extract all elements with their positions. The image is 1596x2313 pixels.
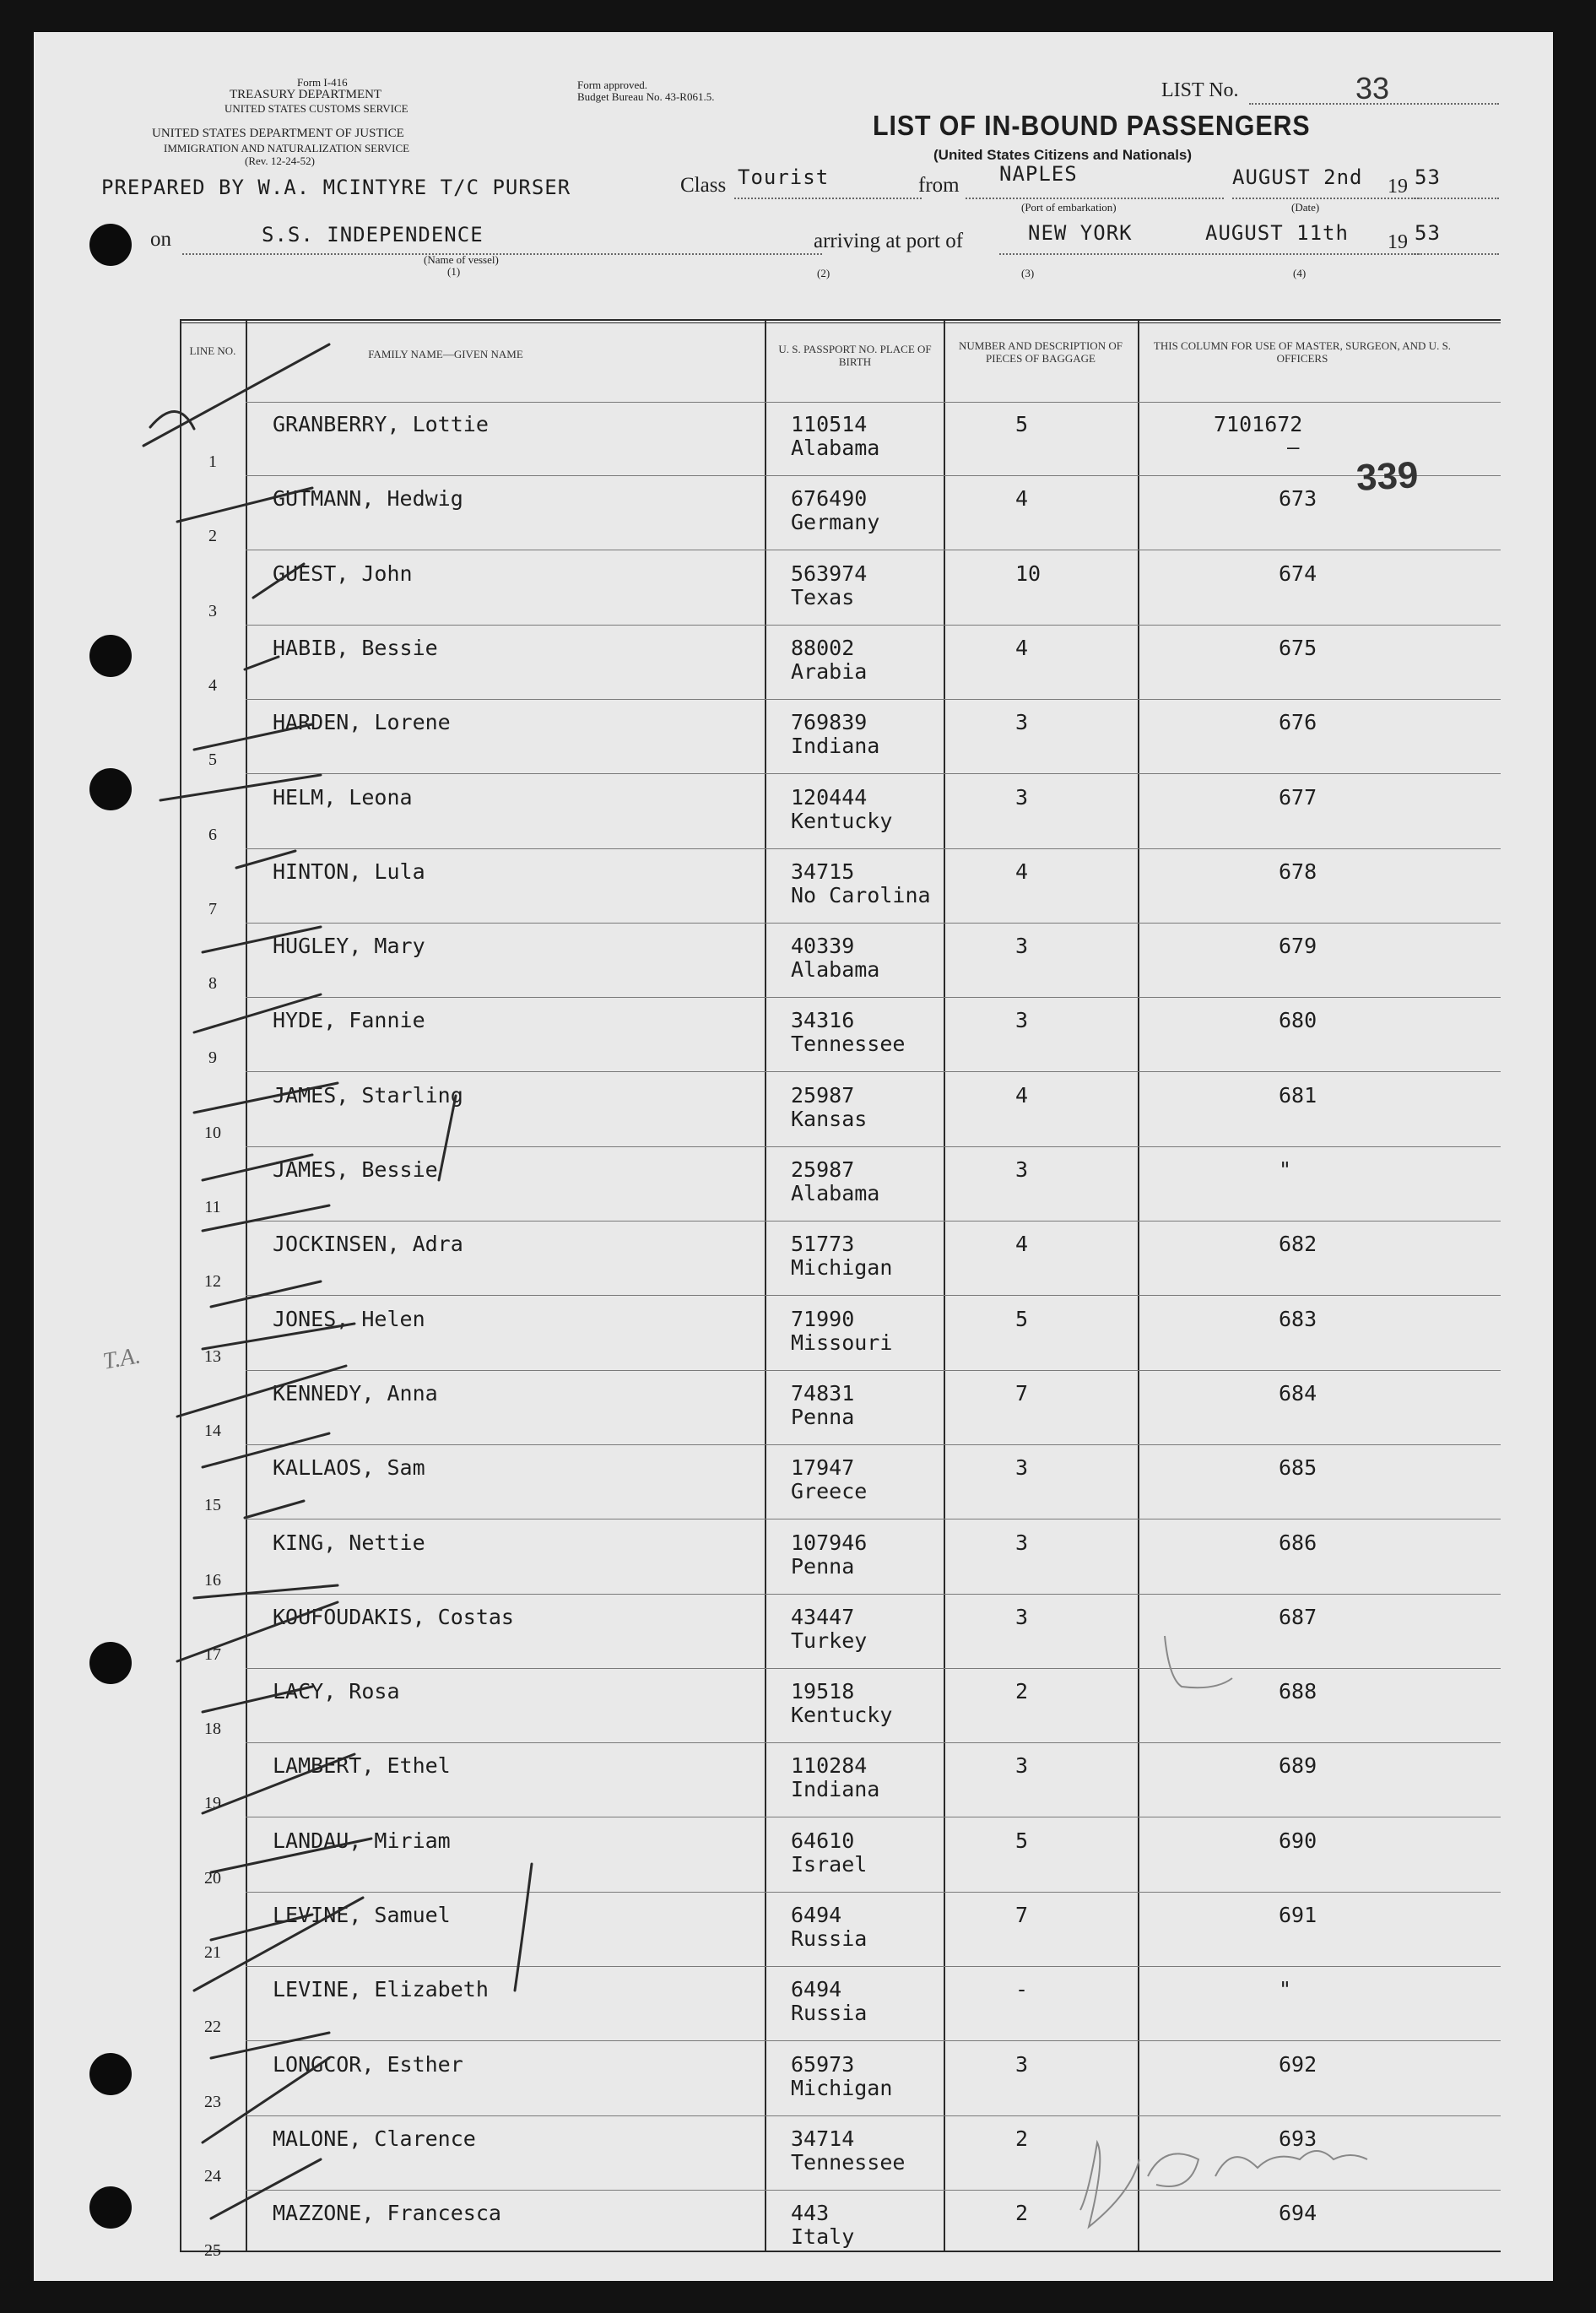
passport-number: 51773 xyxy=(791,1232,855,1257)
passenger-name: HYDE, Fannie xyxy=(273,1008,425,1033)
table-row xyxy=(180,1743,1501,1818)
passenger-manifest-page xyxy=(34,32,1553,2281)
officer-number: 694 xyxy=(1279,2201,1317,2226)
arriving-label: arriving at port of xyxy=(814,230,964,252)
passenger-name: MALONE, Clarence xyxy=(273,2126,476,2151)
baggage-count: 5 xyxy=(1015,1306,1029,1331)
line-number: 20 xyxy=(204,1868,221,1888)
table-row xyxy=(180,849,1501,924)
place-of-birth: Penna xyxy=(791,1404,855,1429)
passport-number: 43447 xyxy=(791,1604,855,1629)
margin-initials: T.A. xyxy=(100,1342,143,1375)
passenger-name: LACY, Rosa xyxy=(273,1679,400,1704)
baggage-count: 2 xyxy=(1015,2126,1029,2151)
passenger-name: JAMES, Bessie xyxy=(273,1157,438,1182)
passenger-name: JAMES, Starling xyxy=(273,1082,463,1108)
list-no-value: 33 xyxy=(1355,71,1390,106)
officer-number: 686 xyxy=(1279,1530,1317,1555)
baggage-count: 4 xyxy=(1015,1082,1029,1108)
page-subtitle: (United States Citizens and Nationals) xyxy=(933,147,1193,163)
place-of-birth: Texas xyxy=(791,584,855,609)
passport-number: 769839 xyxy=(791,710,868,735)
passport-number: 64610 xyxy=(791,1828,855,1853)
passport-number: 6494 xyxy=(791,1903,842,1927)
line-number: 3 xyxy=(208,601,217,620)
line-number: 2 xyxy=(208,527,217,546)
table-row xyxy=(180,1222,1501,1297)
passport-number: 34316 xyxy=(791,1008,855,1033)
officer-number: " xyxy=(1279,1977,1292,2002)
passenger-name: LEVINE, Samuel xyxy=(273,1903,451,1927)
justice-dept: UNITED STATES DEPARTMENT OF JUSTICE xyxy=(152,127,404,140)
customs-service: UNITED STATES CUSTOMS SERVICE xyxy=(225,102,408,115)
from-label: from xyxy=(918,174,960,197)
class-label: Class xyxy=(680,174,727,197)
line-number: 22 xyxy=(204,2018,221,2037)
passport-number: 676490 xyxy=(791,486,868,512)
place-of-birth: Alabama xyxy=(791,436,880,460)
officer-number: 7101672 xyxy=(1214,412,1303,436)
passenger-name: GUEST, John xyxy=(273,561,413,586)
passport-number: 25987 xyxy=(791,1082,855,1108)
place-of-birth: Indiana xyxy=(791,734,880,759)
table-row xyxy=(180,1818,1501,1893)
place-of-birth: Kansas xyxy=(791,1106,868,1131)
baggage-count: 4 xyxy=(1015,635,1029,660)
officer-number: 689 xyxy=(1279,1753,1317,1779)
col-ref-2: (2) xyxy=(817,267,830,279)
col-ref-1: (1) xyxy=(447,265,461,278)
baggage-count: 7 xyxy=(1015,1380,1029,1406)
approval-line: Form approved. xyxy=(577,79,648,91)
header-line-no: LINE NO. xyxy=(189,344,236,357)
arrival-year: 53 xyxy=(1415,221,1441,245)
embarkation-year: 53 xyxy=(1415,165,1441,189)
arrival-date: AUGUST 11th xyxy=(1205,221,1349,245)
punch-hole xyxy=(89,1642,132,1684)
place-of-birth: Indiana xyxy=(791,1777,880,1802)
passport-number: 25987 xyxy=(791,1157,855,1182)
punch-hole xyxy=(89,224,132,266)
place-of-birth: Penna xyxy=(791,1553,855,1579)
col-ref-3: (3) xyxy=(1021,267,1035,279)
table-row xyxy=(180,1595,1501,1670)
place-of-birth: Tennessee xyxy=(791,1032,906,1057)
port-caption: (Port of embarkation) xyxy=(1021,201,1117,214)
place-of-birth: Italy xyxy=(791,2224,855,2250)
line-number: 8 xyxy=(208,974,217,994)
embarkation-port: NAPLES xyxy=(999,162,1078,186)
passport-number: 88002 xyxy=(791,635,855,660)
place-of-birth: No Carolina xyxy=(791,882,931,907)
officer-number: 673 xyxy=(1279,486,1317,512)
arrival-port: NEW YORK xyxy=(1028,221,1133,245)
officer-number: 680 xyxy=(1279,1008,1317,1033)
row1-dash: – xyxy=(1287,436,1300,459)
line-number: 24 xyxy=(204,2166,221,2186)
table-row xyxy=(180,1073,1501,1148)
place-of-birth: Michigan xyxy=(791,2075,893,2100)
revision-date: (Rev. 12-24-52) xyxy=(245,154,315,167)
passenger-name: GUTMANN, Hedwig xyxy=(273,486,463,512)
table-row xyxy=(180,1669,1501,1744)
passenger-name: LAMBERT, Ethel xyxy=(273,1753,451,1779)
passenger-name: LONGCOR, Esther xyxy=(273,2051,463,2077)
line-number: 23 xyxy=(204,2092,221,2111)
baggage-count: 3 xyxy=(1015,784,1029,810)
officer-number: 687 xyxy=(1279,1604,1317,1629)
col-ref-4: (4) xyxy=(1293,267,1307,279)
passport-number: 40339 xyxy=(791,934,855,959)
passport-number: 443 xyxy=(791,2201,830,2226)
prepared-by: PREPARED BY W.A. MCINTYRE T/C PURSER xyxy=(101,176,571,199)
baggage-count: 3 xyxy=(1015,710,1029,735)
passport-number: 563974 xyxy=(791,561,868,586)
passport-number: 34715 xyxy=(791,859,855,884)
officer-number: 681 xyxy=(1279,1082,1317,1108)
officer-number: 688 xyxy=(1279,1679,1317,1704)
passenger-name: HELM, Leona xyxy=(273,784,413,810)
line-number: 11 xyxy=(204,1198,221,1216)
total-stamp: 339 xyxy=(1355,454,1420,499)
punch-hole xyxy=(89,2053,132,2095)
baggage-count: 3 xyxy=(1015,2051,1029,2077)
line-number: 12 xyxy=(204,1272,221,1292)
on-label: on xyxy=(150,228,171,251)
passenger-name: KENNEDY, Anna xyxy=(273,1380,438,1406)
baggage-count: 3 xyxy=(1015,1157,1029,1182)
baggage-count: 3 xyxy=(1015,1008,1029,1033)
header-name: FAMILY NAME—GIVEN NAME xyxy=(368,348,523,360)
passport-number: 17947 xyxy=(791,1455,855,1481)
officer-number: " xyxy=(1279,1157,1292,1182)
officer-number: 682 xyxy=(1279,1232,1317,1257)
baggage-count: 7 xyxy=(1015,1903,1029,1927)
baggage-count: 2 xyxy=(1015,2201,1029,2226)
table-row xyxy=(180,2191,1501,2266)
table-row xyxy=(180,924,1501,999)
vessel-caption: (Name of vessel) xyxy=(424,253,499,266)
treasury-dept: TREASURY DEPARTMENT xyxy=(230,88,382,101)
baggage-count: - xyxy=(1015,1977,1029,2002)
table-row xyxy=(180,998,1501,1073)
date-caption: (Date) xyxy=(1291,201,1320,214)
year-prefix: 19 xyxy=(1388,231,1408,253)
passenger-name: HARDEN, Lorene xyxy=(273,710,451,735)
baggage-count: 4 xyxy=(1015,486,1029,512)
list-no-label: LIST No. xyxy=(1161,79,1239,101)
passenger-name: JONES, Helen xyxy=(273,1306,425,1331)
baggage-count: 3 xyxy=(1015,1455,1029,1481)
place-of-birth: Greece xyxy=(791,1479,868,1504)
vessel-name: S.S. INDEPENDENCE xyxy=(262,223,484,246)
officer-number: 676 xyxy=(1279,710,1317,735)
punch-hole xyxy=(89,768,132,810)
page-title: LIST OF IN-BOUND PASSENGERS xyxy=(873,110,1311,141)
line-number: 15 xyxy=(204,1496,221,1515)
ins-service: IMMIGRATION AND NATURALIZATION SERVICE xyxy=(164,142,410,154)
passport-number: 34714 xyxy=(791,2126,855,2151)
passport-number: 120444 xyxy=(791,784,868,810)
place-of-birth: Germany xyxy=(791,510,880,535)
line-number: 17 xyxy=(204,1644,221,1664)
passenger-name: KING, Nettie xyxy=(273,1530,425,1555)
officer-number: 679 xyxy=(1279,934,1317,959)
officer-number: 674 xyxy=(1279,561,1317,586)
officer-number: 693 xyxy=(1279,2126,1317,2151)
line-number: 7 xyxy=(208,899,217,918)
table-row xyxy=(180,2116,1501,2191)
place-of-birth: Missouri xyxy=(791,1330,893,1355)
baggage-count: 3 xyxy=(1015,1530,1029,1555)
table-row xyxy=(180,1893,1501,1968)
passenger-name: KOUFOUDAKIS, Costas xyxy=(273,1604,514,1629)
passenger-name: KALLAOS, Sam xyxy=(273,1455,425,1481)
passenger-name: JOCKINSEN, Adra xyxy=(273,1232,463,1257)
officer-number: 677 xyxy=(1279,784,1317,810)
passenger-name: HUGLEY, Mary xyxy=(273,934,425,959)
table-row xyxy=(180,700,1501,775)
baggage-count: 3 xyxy=(1015,1753,1029,1779)
header-baggage: NUMBER AND DESCRIPTION OF PIECES OF BAGGAGE xyxy=(959,339,1123,365)
passport-number: 6494 xyxy=(791,1977,842,2002)
officer-number: 692 xyxy=(1279,2051,1317,2077)
place-of-birth: Alabama xyxy=(791,957,880,983)
form-number: Form I-416 xyxy=(297,76,348,89)
passport-number: 71990 xyxy=(791,1306,855,1331)
place-of-birth: Israel xyxy=(791,1851,868,1877)
table-row xyxy=(180,1147,1501,1222)
place-of-birth: Russia xyxy=(791,2001,868,2026)
officer-number: 685 xyxy=(1279,1455,1317,1481)
passenger-name: GRANBERRY, Lottie xyxy=(273,412,489,436)
table-row xyxy=(180,775,1501,850)
table-row xyxy=(180,2042,1501,2117)
place-of-birth: Russia xyxy=(791,1926,868,1951)
baggage-count: 4 xyxy=(1015,1232,1029,1257)
table-row xyxy=(180,1371,1501,1446)
table-row xyxy=(180,1520,1501,1595)
line-number: 14 xyxy=(204,1421,221,1440)
punch-hole xyxy=(89,2186,132,2229)
line-number: 4 xyxy=(208,675,217,695)
line-number: 1 xyxy=(208,452,217,471)
officer-number: 691 xyxy=(1279,1903,1317,1927)
place-of-birth: Michigan xyxy=(791,1255,893,1281)
passenger-name: MAZZONE, Francesca xyxy=(273,2201,501,2226)
officer-number: 678 xyxy=(1279,859,1317,884)
class-value: Tourist xyxy=(738,165,830,189)
place-of-birth: Kentucky xyxy=(791,808,893,833)
line-number: 16 xyxy=(204,1570,221,1590)
line-number: 6 xyxy=(208,825,217,844)
table-row xyxy=(180,476,1501,551)
baggage-count: 5 xyxy=(1015,412,1029,436)
officer-number: 690 xyxy=(1279,1828,1317,1853)
place-of-birth: Kentucky xyxy=(791,1703,893,1728)
line-number: 5 xyxy=(208,750,217,770)
baggage-count: 3 xyxy=(1015,1604,1029,1629)
line-number: 25 xyxy=(204,2241,221,2261)
header-officers: THIS COLUMN FOR USE OF MASTER, SURGEON, AND U. S. OFFICERS xyxy=(1153,339,1452,365)
embarkation-date: AUGUST 2nd xyxy=(1232,165,1363,189)
place-of-birth: Arabia xyxy=(791,658,868,684)
place-of-birth: Tennessee xyxy=(791,2149,906,2175)
passport-number: 107946 xyxy=(791,1530,868,1555)
officer-number: 675 xyxy=(1279,635,1317,660)
line-number: 10 xyxy=(204,1123,221,1142)
header-passport: U. S. PASSPORT NO. PLACE OF BIRTH xyxy=(778,343,932,368)
passenger-name: LEVINE, Elizabeth xyxy=(273,1977,489,2002)
table-row xyxy=(180,551,1501,626)
passenger-name: LANDAU, Miriam xyxy=(273,1828,451,1853)
officer-number: 684 xyxy=(1279,1380,1317,1406)
passport-number: 65973 xyxy=(791,2051,855,2077)
table-row xyxy=(180,1297,1501,1372)
passenger-name: HINTON, Lula xyxy=(273,859,425,884)
line-number: 18 xyxy=(204,1720,221,1739)
baggage-count: 2 xyxy=(1015,1679,1029,1704)
place-of-birth: Turkey xyxy=(791,1628,868,1653)
line-number: 19 xyxy=(204,1794,221,1813)
table-row xyxy=(180,402,1501,477)
line-number: 13 xyxy=(204,1346,221,1366)
passenger-name: HABIB, Bessie xyxy=(273,635,438,660)
baggage-count: 5 xyxy=(1015,1828,1029,1853)
line-number: 21 xyxy=(204,1943,221,1962)
passport-number: 74831 xyxy=(791,1380,855,1406)
baggage-count: 3 xyxy=(1015,934,1029,959)
passport-number: 19518 xyxy=(791,1679,855,1704)
passport-number: 110284 xyxy=(791,1753,868,1779)
punch-hole xyxy=(89,635,132,677)
place-of-birth: Alabama xyxy=(791,1181,880,1205)
passport-number: 110514 xyxy=(791,412,868,436)
table-row xyxy=(180,1445,1501,1520)
line-number: 9 xyxy=(208,1048,217,1068)
year-prefix: 19 xyxy=(1388,176,1408,198)
passenger-table xyxy=(180,319,1501,2261)
baggage-count: 4 xyxy=(1015,859,1029,884)
table-row xyxy=(180,1967,1501,2042)
baggage-count: 10 xyxy=(1015,561,1041,586)
table-row xyxy=(180,626,1501,701)
budget-bureau-no: Budget Bureau No. 43-R061.5. xyxy=(577,90,715,103)
officer-number: 683 xyxy=(1279,1306,1317,1331)
